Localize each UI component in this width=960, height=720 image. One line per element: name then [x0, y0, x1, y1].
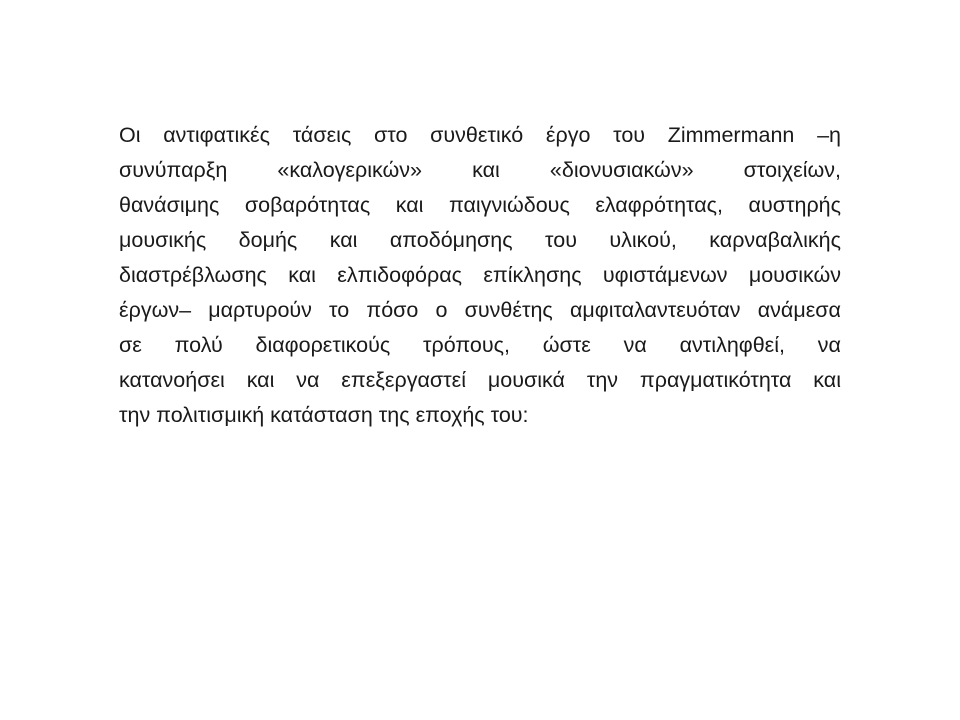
paragraph-line-9: την πολιτισμική κατάσταση της εποχής του:: [119, 403, 529, 427]
paragraph-line-3: θανάσιμης σοβαρότητας και παιγνιώδους ελαφρότητας, αυστηρής: [119, 193, 841, 217]
paragraph-line-4: μουσικής δομής και αποδόμησης του υλικού, καρναβαλικής: [119, 228, 841, 252]
paragraph-line-1: Οι αντιφατικές τάσεις στο συνθετικό έργο του Zimmermann –η: [119, 123, 841, 147]
paragraph-line-7: σε πολύ διαφορετικούς τρόπους, ώστε να αντιληφθεί, να: [119, 333, 841, 357]
paragraph-line-2: συνύπαρξη «καλογερικών» και «διονυσιακών» στοιχείων,: [119, 158, 841, 182]
paragraph: [119, 118, 841, 433]
paragraph-line-8: κατανοήσει και να επεξεργαστεί μουσικά την πραγματικότητα και: [119, 368, 841, 392]
paragraph-line-5: διαστρέβλωσης και ελπιδοφόρας επίκλησης υφιστάμενων μουσικών: [119, 263, 841, 287]
paragraph-line-6: έργων– μαρτυρούν το πόσο ο συνθέτης αμφιταλαντευόταν ανάμεσα: [119, 298, 841, 322]
